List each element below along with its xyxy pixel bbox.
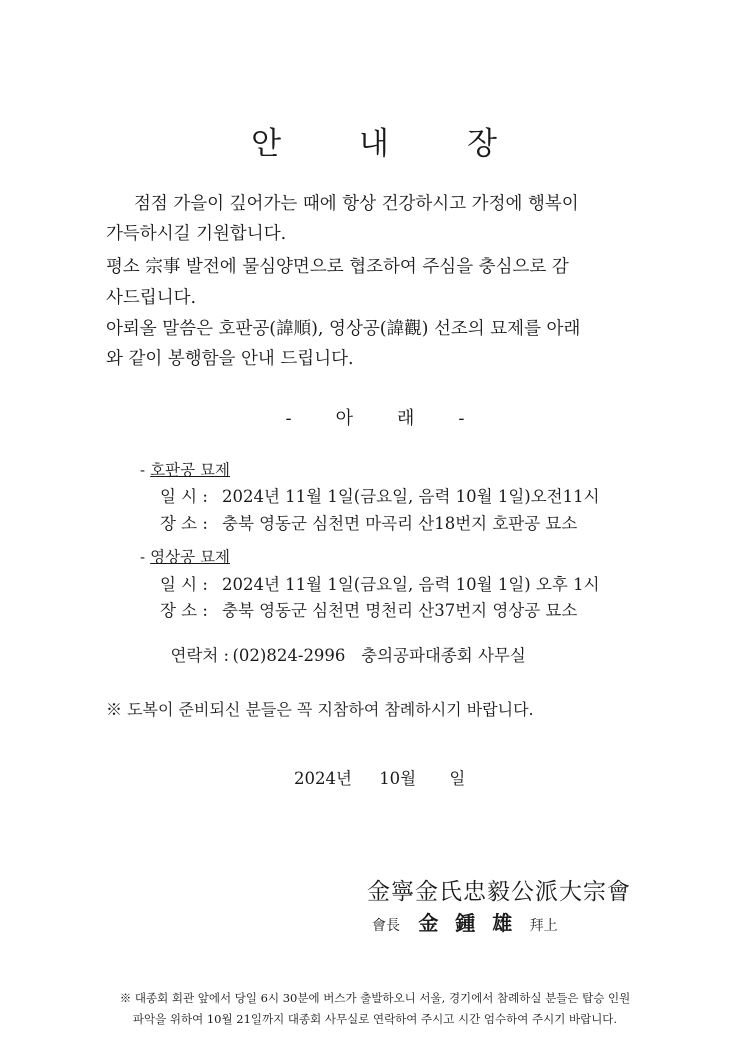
footer-line-2: 파악을 위하여 10월 21일까지 대종회 사무실로 연락하여 주시고 시간 엄수하여 주시기 바랍니다. bbox=[132, 1012, 618, 1026]
below-dash-right: - bbox=[458, 408, 465, 429]
signature-closing: 拜上 bbox=[529, 918, 558, 934]
section-2-row-place bbox=[160, 597, 577, 621]
row-value: 2024년 11월 1일(금요일, 음력 10월 1일) 오후 1시 bbox=[222, 575, 600, 594]
document-date bbox=[294, 765, 465, 789]
below-dash-left: - bbox=[285, 408, 292, 429]
date-month: 10월 bbox=[379, 769, 417, 788]
section-2-bullet: - bbox=[140, 548, 146, 566]
below-char-a: 아 bbox=[335, 408, 353, 429]
row-value: 2024년 11월 1일(금요일, 음력 10월 1일)오전11시 bbox=[222, 487, 600, 506]
signature bbox=[372, 907, 558, 936]
signature-title: 會長 bbox=[372, 918, 400, 934]
document-title bbox=[0, 118, 750, 163]
signature-name: 金 鍾 雄 bbox=[418, 911, 514, 935]
row-label: 장 소 : bbox=[160, 514, 208, 533]
section-1-heading: 호판공 묘제 bbox=[150, 461, 230, 479]
row-value: (02)824-2996 충의공파대종회 사무실 bbox=[232, 646, 526, 665]
body-line-2: 가득하시길 기원합니다. bbox=[106, 224, 287, 244]
body-line-5: 아뢰올 말씀은 호판공(諱順), 영상공(諱觀) 선조의 묘제를 아래 bbox=[106, 319, 581, 339]
section-1-row-place bbox=[160, 510, 577, 534]
organization-name: 金寧金氏忠毅公派大宗會 bbox=[367, 879, 631, 905]
note-text: ※ 도복이 준비되신 분들은 꼭 지참하여 참례하시기 바랍니다. bbox=[106, 700, 534, 719]
title-char-3: 장 bbox=[466, 126, 499, 162]
section-2-header bbox=[140, 545, 230, 567]
title-char-1: 안 bbox=[251, 126, 284, 162]
row-label: 장 소 : bbox=[160, 601, 208, 620]
date-day: 일 bbox=[449, 769, 466, 788]
row-value: 충북 영동군 심천면 마곡리 산18번지 호판공 묘소 bbox=[222, 514, 578, 533]
row-value: 충북 영동군 심천면 명천리 산37번지 영상공 묘소 bbox=[222, 601, 578, 620]
row-label: 일 시 : bbox=[160, 487, 208, 506]
section-1-bullet: - bbox=[140, 461, 146, 479]
row-label: 연락처 : bbox=[170, 646, 230, 665]
title-char-2: 내 bbox=[359, 126, 391, 162]
section-2-heading: 영상공 묘제 bbox=[150, 548, 230, 566]
body-line-1: 점점 가을이 깊어가는 때에 항상 건강하시고 가정에 행복이 bbox=[134, 194, 579, 214]
section-1-header bbox=[140, 458, 230, 480]
below-heading bbox=[0, 404, 750, 430]
body-line-4: 사드립니다. bbox=[106, 288, 197, 308]
row-label: 일 시 : bbox=[160, 575, 208, 594]
section-1-row-date bbox=[160, 483, 600, 507]
body-line-3: 평소 宗事 발전에 물심양면으로 협조하여 주심을 충심으로 감 bbox=[106, 257, 569, 277]
date-year: 2024년 bbox=[294, 769, 352, 788]
section-2-row-date bbox=[160, 571, 600, 595]
footer-line-1: ※ 대종회 회관 앞에서 당일 6시 30분에 버스가 출발하오니 서울, 경기에서 참례하실 분들은 탑승 인원 bbox=[119, 991, 631, 1005]
body-line-6: 와 같이 봉행함을 안내 드립니다. bbox=[106, 349, 354, 369]
section-2-row-contact bbox=[160, 623, 526, 666]
below-char-rae: 래 bbox=[397, 408, 415, 429]
